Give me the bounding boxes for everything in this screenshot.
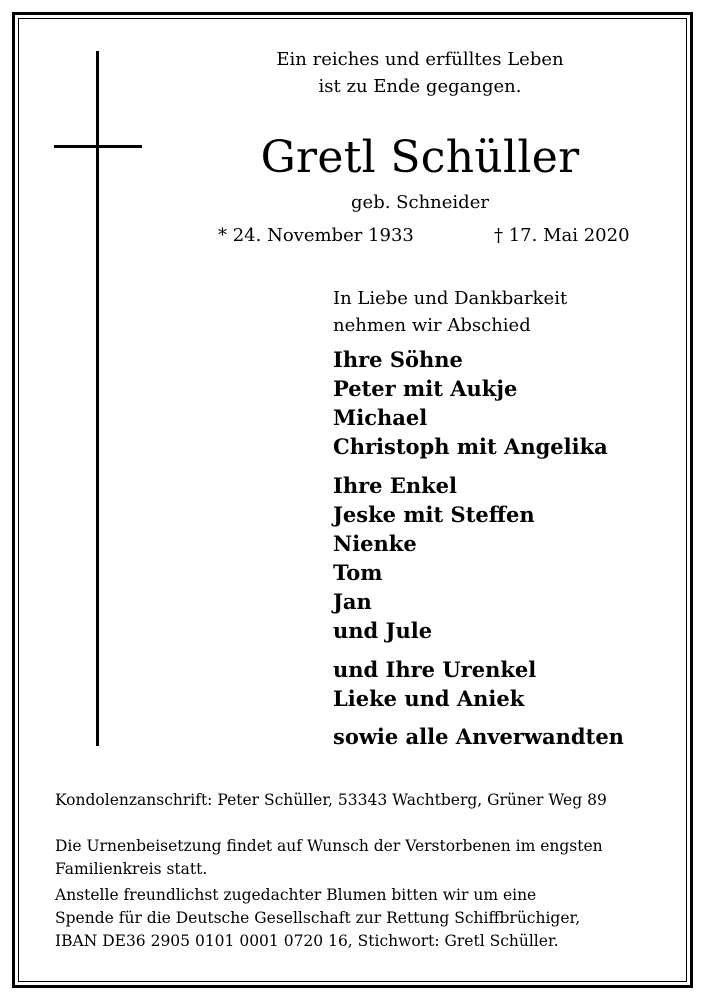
intro-text	[170, 46, 670, 100]
urn-line: Familienkreis statt.	[55, 860, 208, 878]
birth-name: geb. Schneider	[351, 192, 489, 213]
family-line: Tom	[333, 560, 383, 585]
family-line: und Ihre Urenkel	[333, 657, 537, 682]
farewell-line: nehmen wir Abschied	[333, 315, 531, 336]
intro-line: ist zu Ende gegangen.	[318, 76, 522, 97]
urn-line: Die Urnenbeisetzung findet auf Wunsch der Verstorbenen im engsten	[55, 837, 603, 855]
family-line: Michael	[333, 405, 428, 430]
sons-list	[333, 345, 608, 461]
cross-icon-vertical	[96, 51, 99, 746]
family-line: Lieke und Aniek	[333, 686, 525, 711]
great-grandchildren-list	[333, 655, 536, 713]
relatives-line: sowie alle Anverwandten	[333, 724, 624, 749]
condolence-address: Kondolenzanschrift: Peter Schüller, 53343 Wachtberg, Grüner Weg 89	[55, 791, 607, 809]
family-line: Peter mit Aukje	[333, 376, 518, 401]
donation-request	[55, 884, 652, 953]
farewell-text	[333, 285, 567, 339]
deceased-name: Gretl Schüller	[260, 132, 580, 183]
intro-line: Ein reiches und erfülltes Leben	[276, 49, 564, 70]
death-date: † 17. Mai 2020	[494, 225, 630, 246]
donation-line: Spende für die Deutsche Gesellschaft zur Rettung Schiffbrüchiger,	[55, 909, 581, 927]
grandchildren-list	[333, 471, 535, 645]
family-line: und Jule	[333, 618, 433, 643]
urn-burial-note	[55, 835, 652, 881]
family-line: Ihre Enkel	[333, 473, 457, 498]
donation-line: Anstelle freundlichst zugedachter Blumen bitten wir um eine	[55, 886, 537, 904]
cross-icon-horizontal	[54, 145, 142, 148]
family-line: Ihre Söhne	[333, 347, 463, 372]
birth-date: * 24. November 1933	[218, 225, 414, 246]
family-line: Jeske mit Steffen	[333, 502, 535, 527]
family-line: Jan	[333, 589, 372, 614]
donation-line: IBAN DE36 2905 0101 0001 0720 16, Stichwort: Gretl Schüller.	[55, 932, 559, 950]
family-line: Christoph mit Angelika	[333, 434, 608, 459]
farewell-line: In Liebe und Dankbarkeit	[333, 288, 568, 309]
family-line: Nienke	[333, 531, 417, 556]
